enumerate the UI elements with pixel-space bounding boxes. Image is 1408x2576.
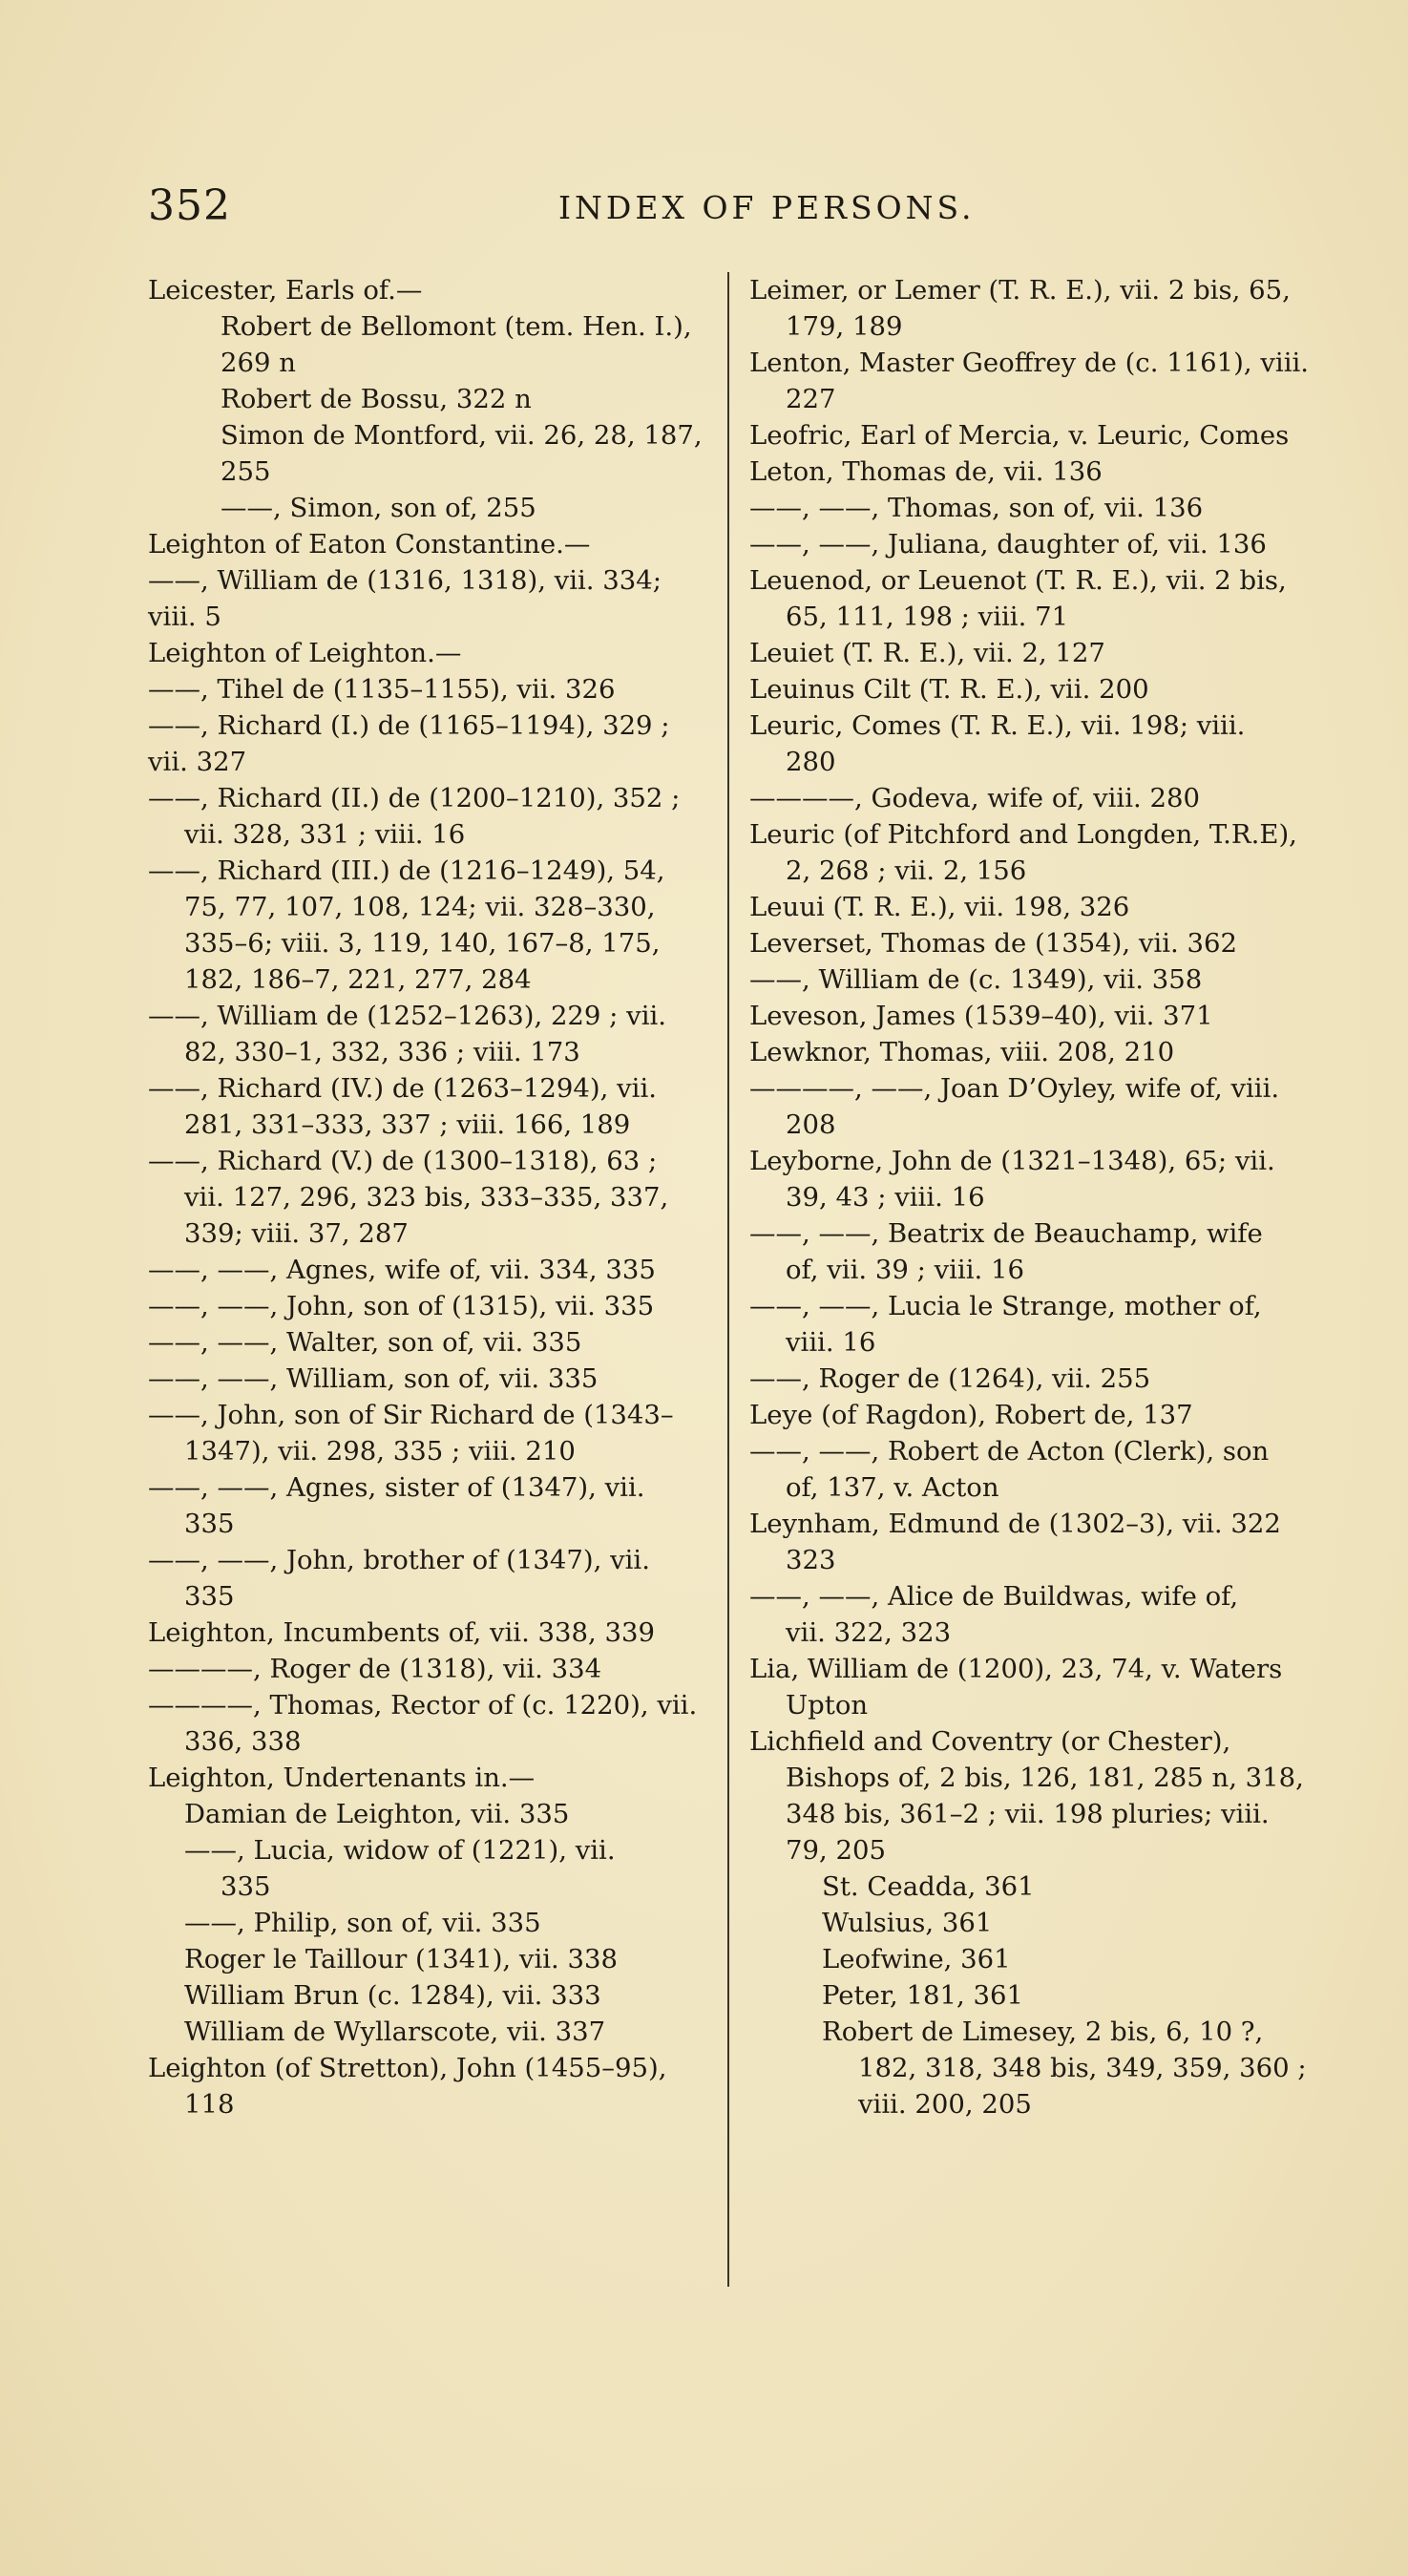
- running-title: INDEX OF PERSONS.: [558, 189, 976, 226]
- index-entry-line: ——, ——, Thomas, son of, vii. 136: [749, 493, 1204, 523]
- index-entry-line: Leuric (of Pitchford and Longden, T.R.E),: [749, 819, 1297, 850]
- index-entry-line: ——, ——, John, brother of (1347), vii.: [148, 1545, 650, 1575]
- index-entry-line: 335: [184, 1509, 235, 1539]
- index-entry-line: Leimer, or Lemer (T. R. E.), vii. 2 bis, 65,: [749, 275, 1291, 306]
- index-entry-line: viii. 5: [148, 602, 221, 632]
- index-entry-line: vii. 327: [148, 747, 247, 777]
- index-entry-line: ——, ——, Beatrix de Beauchamp, wife: [749, 1218, 1263, 1249]
- index-entry-line: Lewknor, Thomas, viii. 208, 210: [749, 1037, 1175, 1067]
- index-entry-line: ——, ——, Alice de Buildwas, wife of,: [749, 1581, 1239, 1612]
- index-entry-line: 208: [786, 1109, 836, 1140]
- index-entry-line: 336, 338: [184, 1726, 302, 1757]
- index-entry-line: ——, William de (1316, 1318), vii. 334;: [148, 565, 662, 596]
- index-entry-line: Leveson, James (1539–40), vii. 371: [749, 1001, 1213, 1031]
- index-entry-line: Leighton of Leighton.—: [148, 638, 462, 668]
- index-entry-line: Leighton, Undertenants in.—: [148, 1763, 536, 1793]
- index-entry-line: ——, ——, Walter, son of, vii. 335: [148, 1327, 582, 1358]
- index-entry-line: Leighton (of Stretton), John (1455–95),: [148, 2053, 667, 2083]
- index-entry-line: 182, 186–7, 221, 277, 284: [184, 964, 532, 995]
- index-entry-line: 348 bis, 361–2 ; vii. 198 pluries; viii.: [786, 1799, 1270, 1829]
- index-entry-line: 281, 331–333, 337 ; viii. 166, 189: [184, 1109, 631, 1140]
- index-entry-line: ——, ——, Robert de Acton (Clerk), son: [749, 1436, 1270, 1467]
- index-entry-line: 75, 77, 107, 108, 124; vii. 328–330,: [184, 892, 656, 922]
- index-entry-line: Robert de Bossu, 322 n: [221, 384, 532, 414]
- right-column: [749, 272, 1332, 2122]
- index-entry-line: Leuiet (T. R. E.), vii. 2, 127: [749, 638, 1105, 668]
- index-entry-line: Leicester, Earls of.—: [148, 275, 423, 306]
- index-entry-line: Damian de Leighton, vii. 335: [184, 1799, 570, 1829]
- index-entry-line: ——, ——, Agnes, sister of (1347), vii.: [148, 1472, 645, 1503]
- index-entry-line: 335: [221, 1871, 271, 1902]
- index-entry-line: 323: [786, 1545, 836, 1575]
- index-entry-line: 2, 268 ; vii. 2, 156: [786, 855, 1027, 886]
- column-divider: [727, 272, 729, 2287]
- index-entry-line: ——, William de (1252–1263), 229 ; vii.: [148, 1001, 667, 1031]
- index-entry-line: Leyborne, John de (1321–1348), 65; vii.: [749, 1146, 1275, 1176]
- index-entry-line: Leton, Thomas de, vii. 136: [749, 456, 1103, 487]
- page-header: [148, 181, 1322, 229]
- index-entry-line: 227: [786, 384, 836, 414]
- index-entry-line: Peter, 181, 361: [822, 1980, 1023, 2011]
- index-entry-line: Leverset, Thomas de (1354), vii. 362: [749, 928, 1237, 959]
- index-entry-line: Wulsius, 361: [822, 1908, 993, 1938]
- index-entry-line: viii. 16: [786, 1327, 876, 1358]
- index-entry-line: Leuui (T. R. E.), vii. 198, 326: [749, 892, 1130, 922]
- index-entry-line: ——, Tihel de (1135–1155), vii. 326: [148, 674, 616, 705]
- index-entry-line: Leighton, Incumbents of, vii. 338, 339: [148, 1617, 656, 1648]
- index-entry-line: 82, 330–1, 332, 336 ; viii. 173: [184, 1037, 580, 1067]
- index-entry-line: Roger le Taillour (1341), vii. 338: [184, 1944, 619, 1974]
- index-entry-line: 65, 111, 198 ; viii. 71: [786, 602, 1069, 632]
- left-column: [148, 272, 711, 2122]
- index-entry-line: Leuenod, or Leuenot (T. R. E.), vii. 2 bis,: [749, 565, 1287, 596]
- index-entry-line: Leofric, Earl of Mercia, v. Leuric, Comes: [749, 420, 1290, 451]
- index-entry-line: vii. 322, 323: [786, 1617, 952, 1648]
- index-entry-line: Simon de Montford, vii. 26, 28, 187,: [221, 420, 703, 451]
- index-entry-line: Bishops of, 2 bis, 126, 181, 285 n, 318,: [786, 1763, 1304, 1793]
- index-entry-line: ——, Richard (I.) de (1165–1194), 329 ;: [148, 710, 670, 741]
- index-entry-line: Lia, William de (1200), 23, 74, v. Waters: [749, 1654, 1283, 1684]
- index-entry-line: ——, Richard (II.) de (1200–1210), 352 ;: [148, 783, 681, 813]
- index-entry-line: ——, Lucia, widow of (1221), vii.: [184, 1835, 616, 1866]
- index-entry-line: St. Ceadda, 361: [822, 1871, 1035, 1902]
- index-entry-line: 280: [786, 747, 836, 777]
- index-entry-line: ————, Godeva, wife of, viii. 280: [749, 783, 1200, 813]
- index-entry-line: ——, Richard (IV.) de (1263–1294), vii.: [148, 1073, 657, 1104]
- index-entry-line: 118: [184, 2089, 235, 2120]
- index-entry-line: ——, Roger de (1264), vii. 255: [749, 1363, 1151, 1394]
- index-entry-line: ——, Richard (III.) de (1216–1249), 54,: [148, 855, 665, 886]
- index-entry-line: ——, ——, Lucia le Strange, mother of,: [749, 1291, 1262, 1321]
- index-entry-line: 182, 318, 348 bis, 349, 359, 360 ;: [858, 2053, 1307, 2083]
- index-entry-line: Leynham, Edmund de (1302–3), vii. 322: [749, 1509, 1281, 1539]
- index-entry-line: 269 n: [221, 348, 296, 378]
- index-entry-line: Robert de Bellomont (tem. Hen. I.),: [221, 311, 692, 342]
- index-entry-line: ——, John, son of Sir Richard de (1343–: [148, 1400, 674, 1430]
- index-entry-line: of, vii. 39 ; viii. 16: [786, 1255, 1024, 1285]
- index-entry-line: viii. 200, 205: [858, 2089, 1032, 2120]
- index-entry-line: 179, 189: [786, 311, 903, 342]
- index-entry-line: Robert de Limesey, 2 bis, 6, 10 ?,: [822, 2016, 1264, 2047]
- index-entry-line: Upton: [786, 1690, 869, 1721]
- index-entry-line: Lichfield and Coventry (or Chester),: [749, 1726, 1231, 1757]
- index-entry-line: Leuric, Comes (T. R. E.), vii. 198; viii.: [749, 710, 1246, 741]
- index-entry-line: 255: [221, 456, 271, 487]
- index-entry-line: Leofwine, 361: [822, 1944, 1011, 1974]
- index-entry-line: Leuinus Cilt (T. R. E.), vii. 200: [749, 674, 1149, 705]
- index-entry-line: of, 137, v. Acton: [786, 1472, 999, 1503]
- index-entry-line: 335–6; viii. 3, 119, 140, 167–8, 175,: [184, 928, 661, 959]
- index-entry-line: 339; viii. 37, 287: [184, 1218, 409, 1249]
- index-entry-line: 335: [184, 1581, 235, 1612]
- index-entry-line: ——, ——, Juliana, daughter of, vii. 136: [749, 529, 1267, 560]
- index-entry-line: ——, Simon, son of, 255: [221, 493, 536, 523]
- index-entry-line: 39, 43 ; viii. 16: [786, 1182, 985, 1213]
- index-entry-line: 1347), vii. 298, 335 ; viii. 210: [184, 1436, 576, 1467]
- index-entry-line: ————, Thomas, Rector of (c. 1220), vii.: [148, 1690, 698, 1721]
- index-entry-line: Leye (of Ragdon), Robert de, 137: [749, 1400, 1193, 1430]
- index-entry-line: ————, Roger de (1318), vii. 334: [148, 1654, 602, 1684]
- index-entry-line: vii. 328, 331 ; viii. 16: [184, 819, 466, 850]
- index-entry-line: William Brun (c. 1284), vii. 333: [184, 1980, 601, 2011]
- index-entry-line: ————, ——, Joan D’Oyley, wife of, viii.: [749, 1073, 1280, 1104]
- index-entry-line: vii. 127, 296, 323 bis, 333–335, 337,: [184, 1182, 669, 1213]
- index-entry-line: William de Wyllarscote, vii. 337: [184, 2016, 606, 2047]
- index-entry-line: ——, ——, Agnes, wife of, vii. 334, 335: [148, 1255, 656, 1285]
- index-entry-line: Leighton of Eaton Constantine.—: [148, 529, 591, 560]
- index-entry-line: ——, ——, John, son of (1315), vii. 335: [148, 1291, 655, 1321]
- page-number: 352: [148, 181, 231, 230]
- index-entry-line: ——, Philip, son of, vii. 335: [184, 1908, 541, 1938]
- index-entry-line: Lenton, Master Geoffrey de (c. 1161), viii.: [749, 348, 1310, 378]
- index-entry-line: ——, ——, William, son of, vii. 335: [148, 1363, 599, 1394]
- index-entry-line: ——, William de (c. 1349), vii. 358: [749, 964, 1203, 995]
- index-entry-line: 79, 205: [786, 1835, 886, 1866]
- index-entry-line: ——, Richard (V.) de (1300–1318), 63 ;: [148, 1146, 658, 1176]
